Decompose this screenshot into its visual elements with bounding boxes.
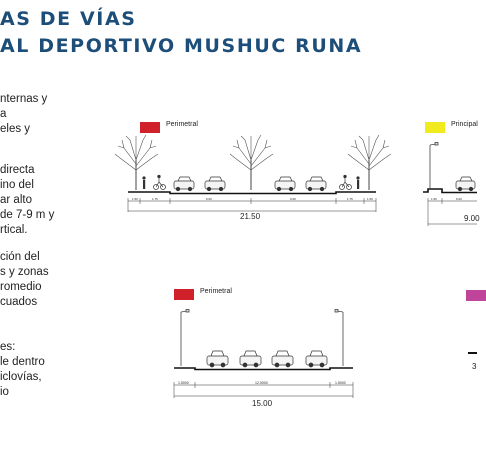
road-section-perimetral-21-50 xyxy=(110,130,410,230)
dimension-label: 1.75 xyxy=(347,197,353,201)
car-icon xyxy=(205,177,225,191)
total-width-label: 15.00 xyxy=(252,399,273,408)
cut-off-swatch xyxy=(466,290,486,301)
text-line: ción del xyxy=(0,251,40,263)
page-title-line-1: AS DE VÍAS xyxy=(0,8,137,30)
car-icon xyxy=(207,351,228,367)
text-line: iclovías, xyxy=(0,371,42,383)
text-line: eles y xyxy=(0,123,31,135)
road-section-perimetral-15-00 xyxy=(160,300,370,412)
dimension-label: 6.00 xyxy=(206,197,212,201)
text-line: io xyxy=(0,386,9,398)
dimension-label: 1.50 xyxy=(367,197,373,201)
dimension-label: 1.75 xyxy=(152,197,158,201)
dimension-label: 1.5000 xyxy=(178,381,189,385)
text-line: de 7-9 m y xyxy=(0,209,55,221)
partial-label: 3 xyxy=(472,362,477,371)
tree-icon xyxy=(348,135,391,190)
text-line: ar alto xyxy=(0,194,32,206)
total-width-label: 21.50 xyxy=(240,212,261,221)
text-line: ino del xyxy=(0,179,34,191)
dimension-label: 1.50 xyxy=(431,197,437,201)
car-icon xyxy=(306,351,327,367)
road-ground-line xyxy=(128,192,376,194)
text-line: le dentro xyxy=(0,356,45,368)
dimension-label: 1.5000 xyxy=(335,381,346,385)
car-icon xyxy=(456,177,475,191)
text-line: rtical. xyxy=(0,224,28,236)
text-line: directa xyxy=(0,164,35,176)
page-title-line-2: AL DEPORTIVO MUSHUC RUNA xyxy=(0,35,363,57)
pedestrian-icon xyxy=(142,176,145,189)
scale-bar xyxy=(468,352,477,354)
car-icon xyxy=(306,177,326,191)
text-line: cuados xyxy=(0,296,38,308)
dimension-label: 1.50 xyxy=(132,197,138,201)
road-section-principal xyxy=(418,130,480,230)
tree-icon xyxy=(230,135,273,190)
car-icon xyxy=(174,177,194,191)
perimetral-swatch xyxy=(174,289,194,300)
car-icon xyxy=(240,351,261,367)
legend-label: Principal xyxy=(451,121,478,128)
dimension-label: 6.00 xyxy=(456,197,462,201)
road-section-cut-off xyxy=(460,340,477,380)
text-line: romedio xyxy=(0,281,42,293)
pedestrian-icon xyxy=(356,176,359,189)
street-lamp-icon xyxy=(430,143,438,189)
bicycle-icon xyxy=(340,175,352,189)
car-icon xyxy=(275,177,295,191)
tree-icon xyxy=(115,135,158,190)
road-ground-line xyxy=(423,189,477,193)
text-line: nternas y xyxy=(0,93,48,105)
street-lamp-icon xyxy=(181,310,189,367)
total-width-label: 9.00 xyxy=(464,214,480,223)
bicycle-icon xyxy=(154,175,166,189)
text-line: s y zonas xyxy=(0,266,49,278)
dimension-label: 12.0000 xyxy=(255,381,268,385)
text-line: es: xyxy=(0,341,16,353)
dimension-label: 6.00 xyxy=(290,197,296,201)
car-icon xyxy=(272,351,293,367)
text-line: a xyxy=(0,108,7,120)
street-lamp-icon xyxy=(335,310,343,367)
legend-label: Perimetral xyxy=(166,121,198,128)
road-ground-line xyxy=(174,368,353,370)
legend-label: Perimetral xyxy=(200,288,232,295)
